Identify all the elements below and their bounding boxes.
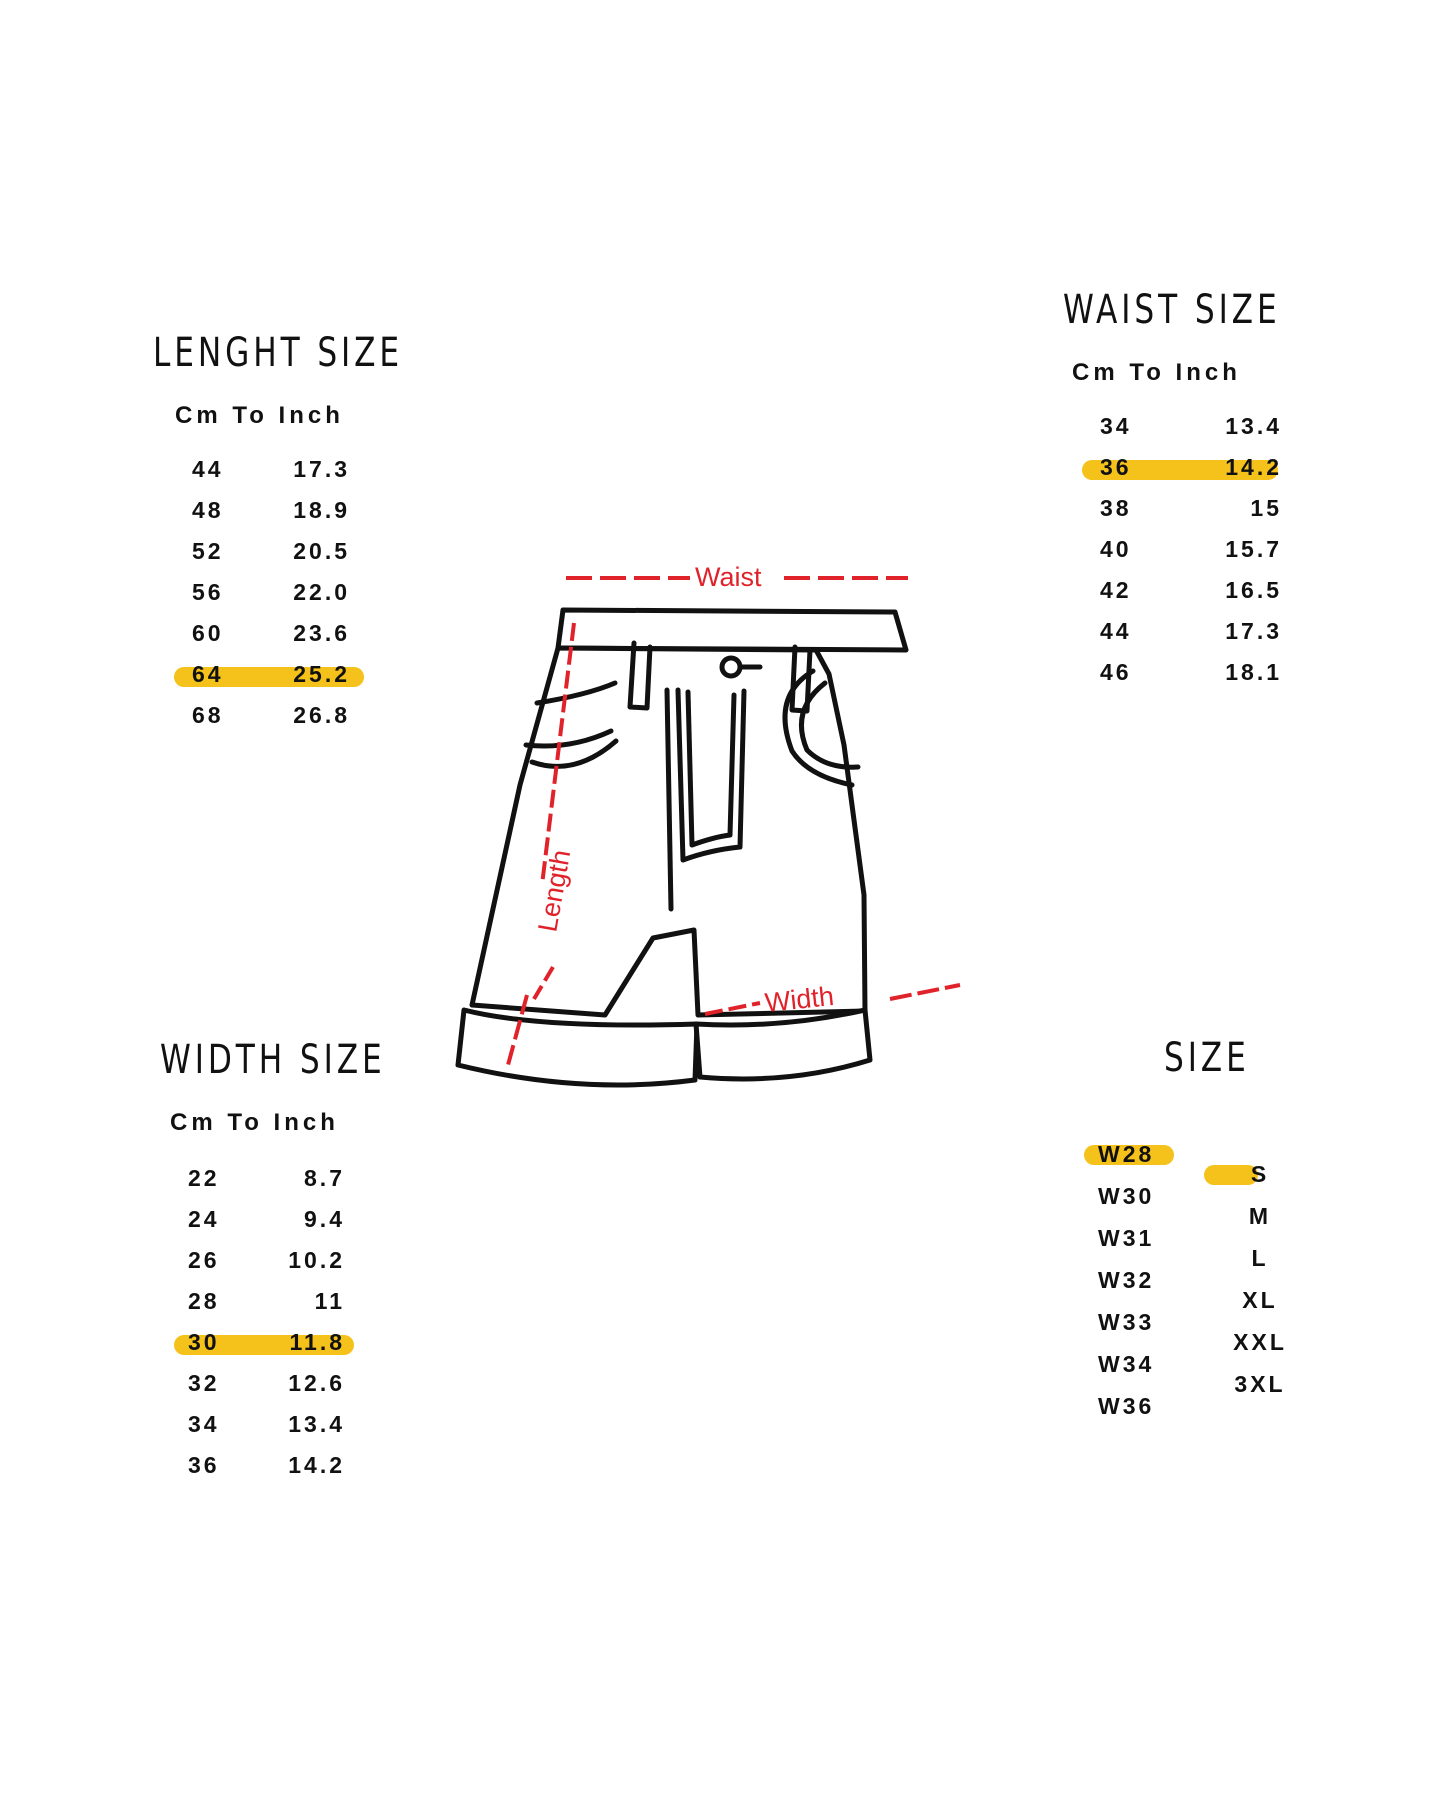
size-label: S — [1250, 1161, 1270, 1187]
waist-cm-value: 40 — [1100, 536, 1132, 562]
size-label: W30 — [1098, 1183, 1155, 1209]
length-cm-value: 60 — [192, 620, 224, 646]
width-inch-value: 11 — [314, 1288, 345, 1314]
waist-cm-value: 38 — [1100, 495, 1132, 521]
waist-inch-value: 16.5 — [1225, 577, 1282, 603]
width-row — [150, 1323, 370, 1364]
length-unit-header: Cm To Inch — [175, 402, 344, 429]
waist-unit-header: Cm To Inch — [1072, 359, 1241, 386]
width-inch-value: 12.6 — [288, 1370, 345, 1396]
size-item — [1080, 1345, 1180, 1387]
width-size-title: WIDTH SIZE — [160, 1037, 386, 1083]
length-inch-value: 17.3 — [293, 456, 350, 482]
width-unit-header: Cm To Inch — [170, 1109, 339, 1136]
size-item — [1220, 1197, 1300, 1239]
size-item — [1220, 1323, 1300, 1365]
width-row — [150, 1364, 370, 1405]
size-label: W33 — [1098, 1309, 1155, 1335]
waist-cm-value: 34 — [1100, 413, 1132, 439]
width-size-section — [150, 1037, 410, 1507]
waist-row — [1072, 612, 1292, 653]
size-label: XL — [1242, 1287, 1278, 1313]
waist-row — [1072, 571, 1292, 612]
width-cm-value: 24 — [188, 1206, 220, 1232]
waist-inch-value: 13.4 — [1225, 413, 1282, 439]
length-row — [150, 655, 370, 696]
length-row — [150, 450, 370, 491]
length-row — [150, 491, 370, 532]
waist-cm-value: 42 — [1100, 577, 1132, 603]
length-cm-value: 44 — [192, 456, 224, 482]
length-cm-value: 68 — [192, 702, 224, 728]
width-row — [150, 1282, 370, 1323]
width-row — [150, 1200, 370, 1241]
length-cm-value: 64 — [192, 661, 224, 687]
size-item — [1220, 1239, 1300, 1281]
width-inch-value: 9.4 — [304, 1206, 345, 1232]
waist-row — [1072, 407, 1292, 448]
width-inch-value: 10.2 — [288, 1247, 345, 1273]
size-item — [1080, 1135, 1180, 1177]
length-inch-value: 26.8 — [293, 702, 350, 728]
waist-row — [1072, 653, 1292, 694]
length-inch-value: 22.0 — [293, 579, 350, 605]
waist-inch-value: 17.3 — [1225, 618, 1282, 644]
length-inch-value: 25.2 — [293, 661, 350, 687]
length-table — [150, 450, 370, 737]
size-label: W32 — [1098, 1267, 1155, 1293]
waist-row — [1072, 530, 1292, 571]
waist-size-section — [1060, 287, 1320, 707]
length-size-title: LENGHT SIZE — [153, 330, 404, 376]
width-row — [150, 1159, 370, 1200]
size-item — [1220, 1365, 1300, 1407]
width-cm-value: 34 — [188, 1411, 220, 1437]
size-label: W31 — [1098, 1225, 1155, 1251]
size-item — [1220, 1281, 1300, 1323]
width-cm-value: 28 — [188, 1288, 220, 1314]
waist-cm-value: 36 — [1100, 454, 1132, 480]
size-item — [1080, 1177, 1180, 1219]
waist-inch-value: 18.1 — [1225, 659, 1282, 685]
waist-code-list — [1080, 1135, 1180, 1429]
waist-inch-value: 15.7 — [1225, 536, 1282, 562]
waist-cm-value: 46 — [1100, 659, 1132, 685]
letter-size-list — [1220, 1155, 1300, 1407]
width-row — [150, 1241, 370, 1282]
width-inch-value: 13.4 — [288, 1411, 345, 1437]
length-cm-value: 48 — [192, 497, 224, 523]
waist-inch-value: 14.2 — [1225, 454, 1282, 480]
size-item — [1080, 1219, 1180, 1261]
size-item — [1080, 1261, 1180, 1303]
width-measure-label: Width — [763, 980, 836, 1018]
width-cm-value: 32 — [188, 1370, 220, 1396]
size-label: W28 — [1098, 1141, 1155, 1167]
length-size-section — [150, 330, 410, 750]
length-cm-value: 52 — [192, 538, 224, 564]
length-inch-value: 18.9 — [293, 497, 350, 523]
width-inch-value: 14.2 — [288, 1452, 345, 1478]
waist-row — [1072, 448, 1292, 489]
size-label: W34 — [1098, 1351, 1155, 1377]
length-cm-value: 56 — [192, 579, 224, 605]
length-row — [150, 696, 370, 737]
length-inch-value: 20.5 — [293, 538, 350, 564]
waist-measure-label: Waist — [695, 562, 762, 592]
waist-cm-value: 44 — [1100, 618, 1132, 644]
width-cm-value: 36 — [188, 1452, 220, 1478]
width-table — [150, 1159, 370, 1487]
width-row — [150, 1446, 370, 1487]
size-item — [1220, 1155, 1300, 1197]
size-label: W36 — [1098, 1393, 1155, 1419]
waist-inch-value: 15 — [1250, 495, 1282, 521]
waist-row — [1072, 489, 1292, 530]
waist-table — [1072, 407, 1292, 694]
size-label: M — [1248, 1203, 1272, 1229]
size-section — [1080, 1035, 1320, 1455]
size-label: XXL — [1233, 1329, 1287, 1355]
width-cm-value: 26 — [188, 1247, 220, 1273]
width-row — [150, 1405, 370, 1446]
size-item — [1080, 1303, 1180, 1345]
length-row — [150, 614, 370, 655]
shorts-illustration — [440, 555, 1010, 1175]
width-cm-value: 22 — [188, 1165, 220, 1191]
width-cm-value: 30 — [188, 1329, 220, 1355]
waist-size-title: WAIST SIZE — [1063, 287, 1281, 333]
length-row — [150, 532, 370, 573]
length-measure-label: Length — [532, 847, 577, 935]
length-row — [150, 573, 370, 614]
size-title: SIZE — [1164, 1035, 1250, 1081]
size-label: L — [1251, 1245, 1269, 1271]
width-inch-value: 11.8 — [289, 1329, 345, 1355]
size-label: 3XL — [1234, 1371, 1286, 1397]
size-item — [1080, 1387, 1180, 1429]
length-inch-value: 23.6 — [293, 620, 350, 646]
width-inch-value: 8.7 — [304, 1165, 345, 1191]
